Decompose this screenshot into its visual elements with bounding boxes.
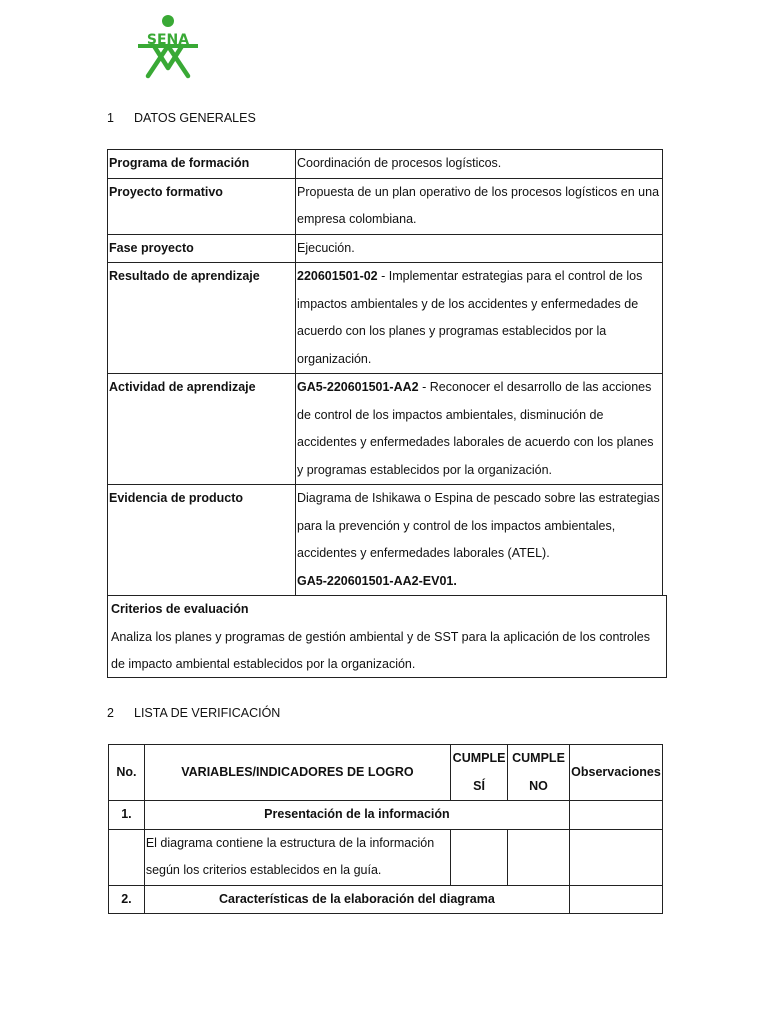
program-label: Programa de formación (108, 150, 296, 179)
row-item: El diagrama contiene la estructura de la información según los criterios establecidos en la guía. (144, 829, 450, 885)
criteria-title: Criterios de evaluación (111, 602, 249, 616)
section-1-label: DATOS GENERALES (134, 111, 256, 125)
evidence-cell (296, 485, 663, 596)
section-1-number: 1 (107, 111, 114, 125)
table-row (109, 829, 663, 885)
row-heading: Características de la elaboración del diagrama (144, 885, 569, 914)
checklist-header-row (109, 745, 663, 801)
observaciones-cell (569, 801, 662, 830)
phase-label: Fase proyecto (108, 234, 296, 263)
section-2-number: 2 (107, 706, 114, 720)
checklist-table (108, 744, 663, 914)
result-cell (296, 263, 663, 374)
table-row (108, 178, 663, 234)
criteria-text: Analiza los planes y programas de gestión ambiental y de SST para la aplicación de los controles de impacto ambiental establecidos por la organización. (111, 629, 650, 671)
result-value: - Implementar estrategias para el control de los impactos ambientales y de los accidentes y enfermedades de acuerdo con los planes y programas establecidos por la organización. (297, 269, 643, 366)
row-number-empty (109, 829, 145, 885)
table-row (108, 263, 663, 374)
evidence-code: GA5-220601501-AA2-EV01. (297, 573, 457, 588)
activity-label: Actividad de aprendizaje (108, 374, 296, 485)
result-code: 220601501-02 (297, 269, 378, 283)
section-2-label: LISTA DE VERIFICACIÓN (134, 706, 281, 720)
activity-code: GA5-220601501-AA2 (297, 380, 419, 394)
evidence-value: Diagrama de Ishikawa o Espina de pescado sobre las estrategias para la prevención y control de los impactos ambientales, accidentes y enfermedades laborales (ATEL). (297, 491, 660, 560)
criteria-box (107, 595, 667, 678)
header-variables: VARIABLES/INDICADORES DE LOGRO (144, 745, 450, 801)
row-heading: Presentación de la información (144, 801, 569, 830)
cumple-no-cell (508, 829, 570, 885)
observaciones-cell (569, 885, 662, 914)
header-no: No. (109, 745, 145, 801)
observaciones-cell (569, 829, 662, 885)
table-row (109, 885, 663, 914)
table-row (108, 150, 663, 179)
table-row (109, 801, 663, 830)
header-cumple-no: CUMPLE NO (508, 745, 570, 801)
table-row (108, 485, 663, 596)
section-2-title (107, 706, 280, 720)
result-label: Resultado de aprendizaje (108, 263, 296, 374)
table-row (108, 234, 663, 263)
general-data-table (107, 149, 663, 596)
row-number: 1. (109, 801, 145, 830)
phase-value: Ejecución. (296, 234, 663, 263)
table-row (108, 374, 663, 485)
header-cumple-si: CUMPLE SÍ (451, 745, 508, 801)
activity-value: - Reconocer el desarrollo de las acciones de control de los impactos ambientales, disminución de accidentes y enfermedades laborales de acuerdo con los planes y programas establecidos por la organización. (297, 380, 654, 477)
section-1-title (107, 111, 256, 125)
project-value: Propuesta de un plan operativo de los procesos logísticos en una empresa colombiana. (296, 178, 663, 234)
logo-text: SENA (146, 32, 190, 48)
activity-cell (296, 374, 663, 485)
header-observaciones: Observaciones (569, 745, 662, 801)
cumple-si-cell (451, 829, 508, 885)
sena-logo (134, 14, 202, 82)
evidence-label: Evidencia de producto (108, 485, 296, 596)
program-value: Coordinación de procesos logísticos. (296, 150, 663, 179)
row-number: 2. (109, 885, 145, 914)
project-label: Proyecto formativo (108, 178, 296, 234)
